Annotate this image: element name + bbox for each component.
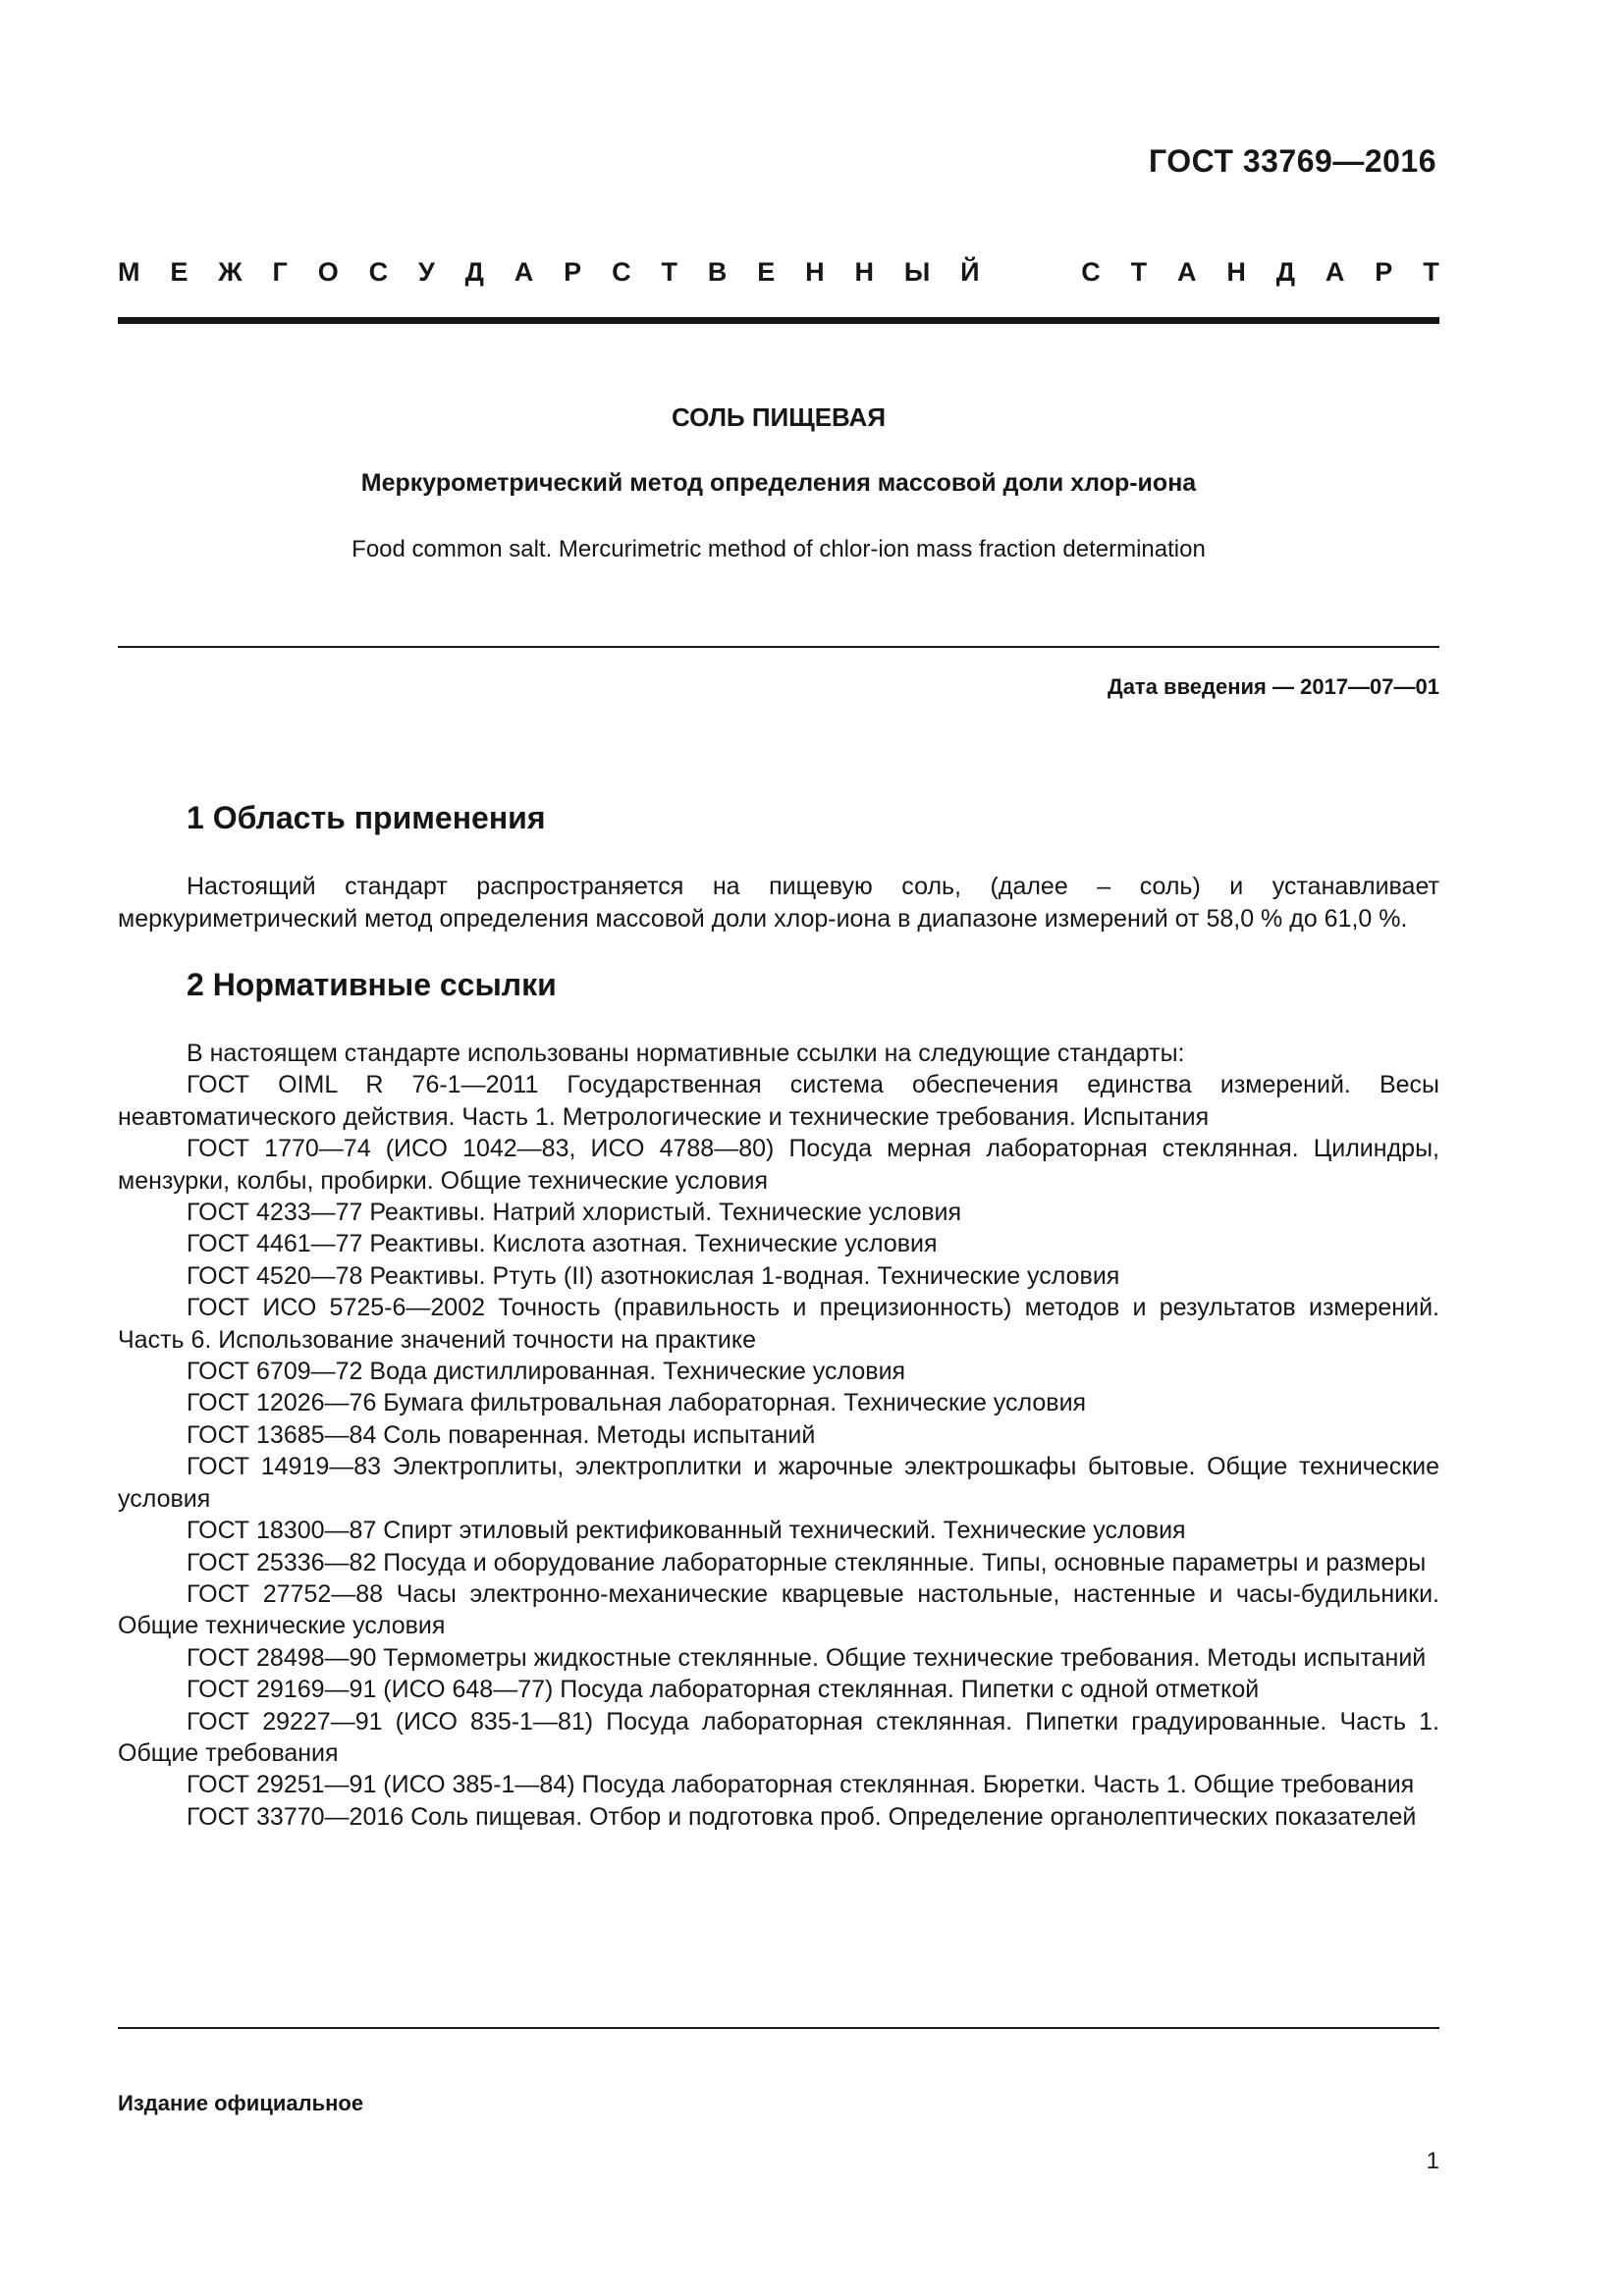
footer-rule: [118, 2027, 1439, 2029]
heading-letter: А: [1177, 257, 1197, 287]
document-subtitle: Меркурометрический метод определения массовой доли хлор-иона: [360, 469, 1197, 497]
reference-item: ГОСТ 29251—91 (ИСО 385-1—84) Посуда лабораторная стеклянная. Бюретки. Часть 1. Общие требования: [187, 1771, 1415, 1799]
page-number: 1: [1426, 2148, 1439, 2174]
heading-letter: Д: [1275, 257, 1296, 287]
document-title: СОЛЬ ПИЩЕВАЯ: [671, 402, 887, 432]
section-1-title: 1 Область применения: [187, 800, 546, 835]
introduction-date: Дата введения — 2017—07—01: [1108, 674, 1439, 699]
reference-item: ГОСТ 6709—72 Вода дистиллированная. Технические условия: [187, 1358, 906, 1386]
heading-letter: Т: [661, 257, 677, 287]
heading-letter: Г: [272, 257, 288, 287]
reference-item: ГОСТ 4233—77 Реактивы. Натрий хлористый. Технические условия: [187, 1199, 962, 1227]
heading-letter: Ж: [218, 257, 243, 287]
heading-letter: Н: [805, 257, 825, 287]
heading-letter: [1009, 257, 1051, 293]
heading-letter: С: [612, 257, 631, 287]
heading-letter: Т: [1423, 257, 1439, 287]
document-title-english: Food common salt. Mercurimetric method of chlor-ion mass fraction determination: [352, 536, 1206, 562]
heading-letter: С: [368, 257, 389, 287]
references-intro: В настоящем стандарте использованы нормативные ссылки на следующие стандарты:: [187, 1040, 1185, 1067]
heading-letter: М: [118, 257, 140, 287]
reference-item: ГОСТ 4461—77 Реактивы. Кислота азотная. Технические условия: [187, 1230, 938, 1258]
reference-item: ГОСТ 18300—87 Спирт этиловый ректификованный технический. Технические условия: [187, 1517, 1186, 1545]
title-rule: [118, 646, 1439, 648]
reference-item: ГОСТ OIML R 76-1—2011 Государственная система обеспечения единства измерений. Весы неавтоматического действия. Часть 1. Метрологические и технические требования. Испытания: [118, 1071, 1439, 1131]
header-rule: [118, 317, 1439, 324]
heading-letter: В: [707, 257, 728, 287]
heading-letter: А: [514, 257, 534, 287]
official-edition-label: Издание официальное: [118, 2091, 364, 2115]
heading-letter: Н: [854, 257, 874, 287]
reference-item: ГОСТ 25336—82 Посуда и оборудование лабораторные стеклянные. Типы, основные параметры и размеры: [187, 1548, 1427, 1576]
heading-letter: Н: [1226, 257, 1246, 287]
reference-item: ГОСТ ИСО 5725-6—2002 Точность (правильность и прецизионность) методов и результатов измерений. Часть 6. Использование значений точности на практике: [118, 1294, 1439, 1354]
heading-letter: Д: [464, 257, 484, 287]
heading-letter: Ы: [903, 257, 931, 287]
heading-letter: О: [317, 257, 339, 287]
heading-letter: У: [418, 257, 435, 287]
reference-item: ГОСТ 1770—74 (ИСО 1042—83, ИСО 4788—80) Посуда мерная лабораторная стеклянная. Цилиндры, мензурки, колбы, пробирки. Общие технические условия: [118, 1135, 1439, 1195]
heading-letter: Р: [564, 257, 582, 287]
reference-item: ГОСТ 13685—84 Соль поваренная. Методы испытаний: [187, 1420, 816, 1449]
reference-item: ГОСТ 4520—78 Реактивы. Ртуть (II) азотнокислая 1-водная. Технические условия: [187, 1261, 1120, 1290]
gost-number: ГОСТ 33769—2016: [1148, 143, 1436, 179]
reference-item: ГОСТ 27752—88 Часы электронно-механические кварцевые настольные, настенные и часы-будильники. Общие технические условия: [118, 1579, 1439, 1640]
reference-item: ГОСТ 29227—91 (ИСО 835-1—81) Посуда лабораторная стеклянная. Пипетки градуированные. Часть 1. Общие требования: [118, 1707, 1439, 1767]
reference-item: ГОСТ 28498—90 Термометры жидкостные стеклянные. Общие технические требования. Методы испытаний: [187, 1643, 1427, 1672]
heading-letter: Р: [1375, 257, 1393, 287]
heading-letter: Е: [757, 257, 776, 287]
heading-letter: Е: [170, 257, 189, 287]
reference-item: ГОСТ 12026—76 Бумага фильтровальная лабораторная. Технические условия: [187, 1389, 1087, 1417]
reference-item: ГОСТ 29169—91 (ИСО 648—77) Посуда лабораторная стеклянная. Пипетки с одной отметкой: [187, 1676, 1260, 1704]
section-2-title: 2 Нормативные ссылки: [187, 967, 557, 1002]
section-1-text: Настоящий стандарт распространяется на пищевую соль, (далее – соль) и устанавливает меркуриметрический метод определения массовой доли хлор-иона в диапазоне измерений от 58,0 % до 61,0 %.: [118, 873, 1439, 933]
interstate-standard-heading: [118, 257, 1439, 293]
reference-item: ГОСТ 14919—83 Электроплиты, электроплитки и жарочные электрошкафы бытовые. Общие технические условия: [118, 1453, 1439, 1513]
heading-letter: С: [1081, 257, 1101, 287]
heading-letter: Т: [1130, 257, 1148, 287]
normative-references: [118, 1038, 1439, 1833]
heading-letter: А: [1325, 257, 1345, 287]
heading-letter: Й: [960, 257, 980, 287]
reference-item: ГОСТ 33770—2016 Соль пищевая. Отбор и подготовка проб. Определение органолептических показателей: [187, 1802, 1417, 1831]
